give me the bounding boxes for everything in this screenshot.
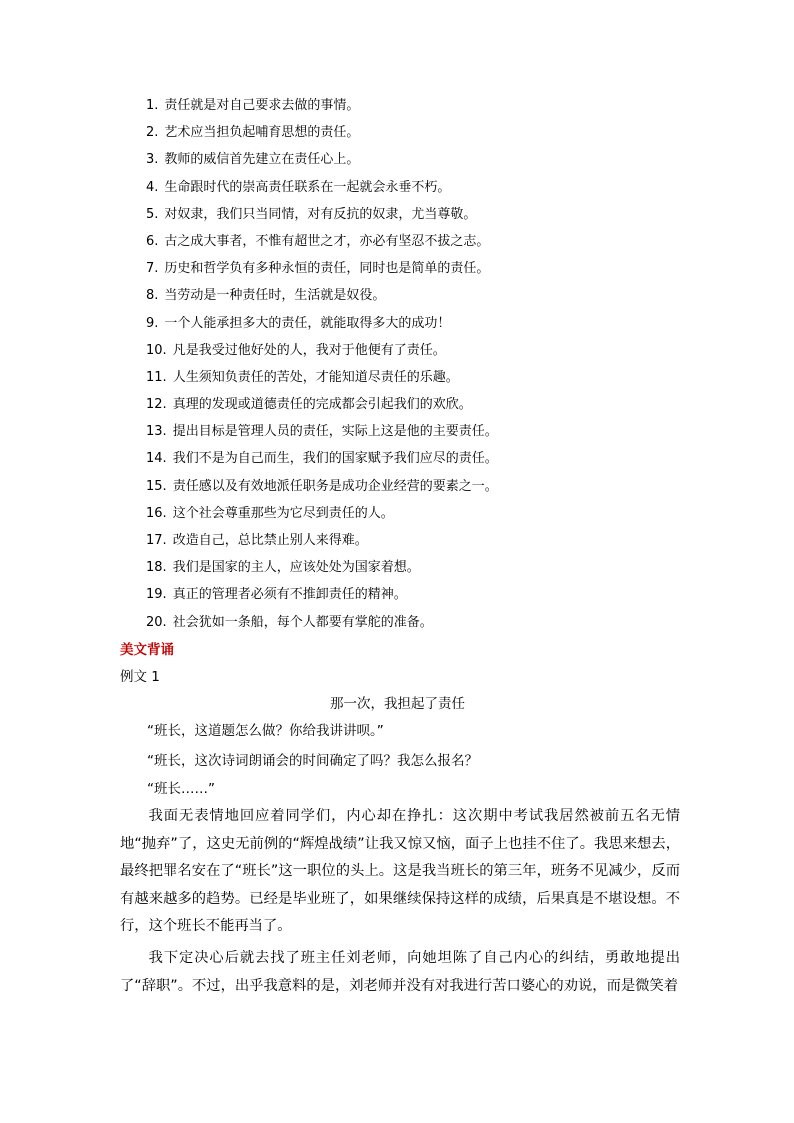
essay-title: 那一次，我担起了责任 — [330, 696, 465, 712]
list-item-number: 6. — [146, 233, 159, 249]
list-item — [146, 174, 706, 201]
list-item — [146, 609, 706, 636]
list-item-text: 当劳动是一种责任时，生活就是奴役。 — [164, 288, 386, 304]
list-item-number: 7. — [146, 261, 159, 277]
list-item — [146, 581, 706, 608]
list-item — [146, 255, 706, 282]
list-item — [146, 228, 706, 255]
list-item-text: 古之成大事者，不惟有超世之才，亦必有坚忍不拔之志。 — [164, 233, 490, 249]
dialogue-line: “班长，这道题怎么做？你给我讲讲呗。” — [147, 723, 384, 739]
list-item — [146, 473, 706, 500]
list-item-number: 8. — [146, 288, 159, 304]
list-item — [146, 500, 706, 527]
list-item-text: 人生须知负责任的苦处，才能知道尽责任的乐趣。 — [172, 369, 459, 385]
section-heading: 美文背诵 — [120, 642, 174, 658]
list-item-text: 生命跟时代的崇高责任联系在一起就会永垂不朽。 — [164, 179, 451, 195]
list-item-text: 提出目标是管理人员的责任，实际上这是他的主要责任。 — [172, 424, 498, 440]
list-item-number: 5. — [146, 206, 159, 222]
list-item-text: 责任就是对自己要求去做的事情。 — [164, 98, 360, 113]
list-item — [146, 282, 706, 309]
list-item-number: 16. — [146, 505, 167, 521]
list-item-text: 艺术应当担负起哺育思想的责任。 — [164, 125, 360, 141]
list-item-text: 社会犹如一条船，每个人都要有掌舵的准备。 — [172, 614, 433, 630]
list-item-text: 教师的威信首先建立在责任心上。 — [164, 152, 360, 168]
list-item-text: 对奴隶，我们只当同情，对有反抗的奴隶，尤当尊敬。 — [164, 206, 477, 222]
list-item-number: 3. — [146, 152, 159, 168]
list-item-text: 责任感以及有效地派任职务是成功企业经营的要素之一。 — [172, 478, 498, 494]
list-item-text: 改造自己，总比禁止别人来得难。 — [172, 533, 368, 548]
dialogue-line: “班长，这次诗词朗诵会的时间确定了吗？我怎么报名？ — [147, 753, 478, 769]
quote-list — [146, 92, 706, 636]
list-item-number: 14. — [146, 451, 167, 467]
list-item-text: 我们不是为自己而生，我们的国家赋予我们应尽的责任。 — [172, 451, 498, 467]
list-item-number: 10. — [146, 342, 167, 358]
list-item-number: 19. — [146, 587, 167, 603]
list-item-number: 12. — [146, 397, 167, 413]
list-item-number: 13. — [146, 424, 167, 440]
list-item-text: 历史和哲学负有多种永恒的责任，同时也是简单的责任。 — [164, 261, 490, 277]
list-item — [146, 391, 706, 418]
list-item — [146, 527, 706, 554]
list-item-number: 1. — [146, 98, 159, 113]
list-item — [146, 119, 706, 146]
list-item-number: 9. — [146, 315, 159, 331]
list-item-number: 4. — [146, 179, 159, 195]
list-item-number: 17. — [146, 533, 167, 548]
list-item — [146, 364, 706, 391]
list-item-number: 15. — [146, 478, 167, 494]
list-item — [146, 554, 706, 581]
list-item — [146, 418, 706, 445]
essay-paragraph: 我面无表情地回应着同学们，内心却在挣扎：这次期中考试我居然被前五名无情地“抛弃”了，这史无前例的“辉煌战绩”让我又惊又恼，面子上也挂不住了。我思来想去，最终把罪名安在了“班长”这一职位的头上。这是我当班长的第三年，班务不见减少，反而有越来越多的趋势。已经是毕业班了，如果继续保持这样的成绩，后果真是不堪设想。不行，这个班长不能再当了。 — [120, 808, 680, 935]
list-item — [146, 201, 706, 228]
dialogue-line: “班长……” — [147, 781, 215, 797]
list-item-text: 凡是我受过他好处的人，我对于他便有了责任。 — [172, 342, 446, 358]
list-item-text: 一个人能承担多大的责任，就能取得多大的成功！ — [164, 315, 451, 331]
list-item — [146, 337, 706, 364]
list-item-text: 真理的发现或道德责任的完成都会引起我们的欢欣。 — [172, 397, 472, 413]
list-item-number: 11. — [146, 369, 167, 385]
list-item — [146, 445, 706, 472]
list-item-number: 20. — [146, 614, 167, 630]
example-label: 例文 1 — [120, 669, 160, 685]
list-item — [146, 310, 706, 337]
list-item — [146, 146, 706, 173]
list-item-number: 2. — [146, 125, 159, 141]
essay-paragraph: 我下定决心后就去找了班主任刘老师，向她坦陈了自己内心的纠结，勇敢地提出了“辞职”。不过，出乎我意料的是，刘老师并没有对我进行苦口婆心的劝说，而是微笑着 — [120, 950, 680, 994]
list-item-number: 18. — [146, 560, 167, 576]
list-item-text: 真正的管理者必须有不推卸责任的精神。 — [172, 587, 407, 603]
list-item-text: 这个社会尊重那些为它尽到责任的人。 — [172, 505, 394, 521]
list-item — [146, 92, 706, 119]
list-item-text: 我们是国家的主人，应该处处为国家着想。 — [172, 560, 420, 576]
